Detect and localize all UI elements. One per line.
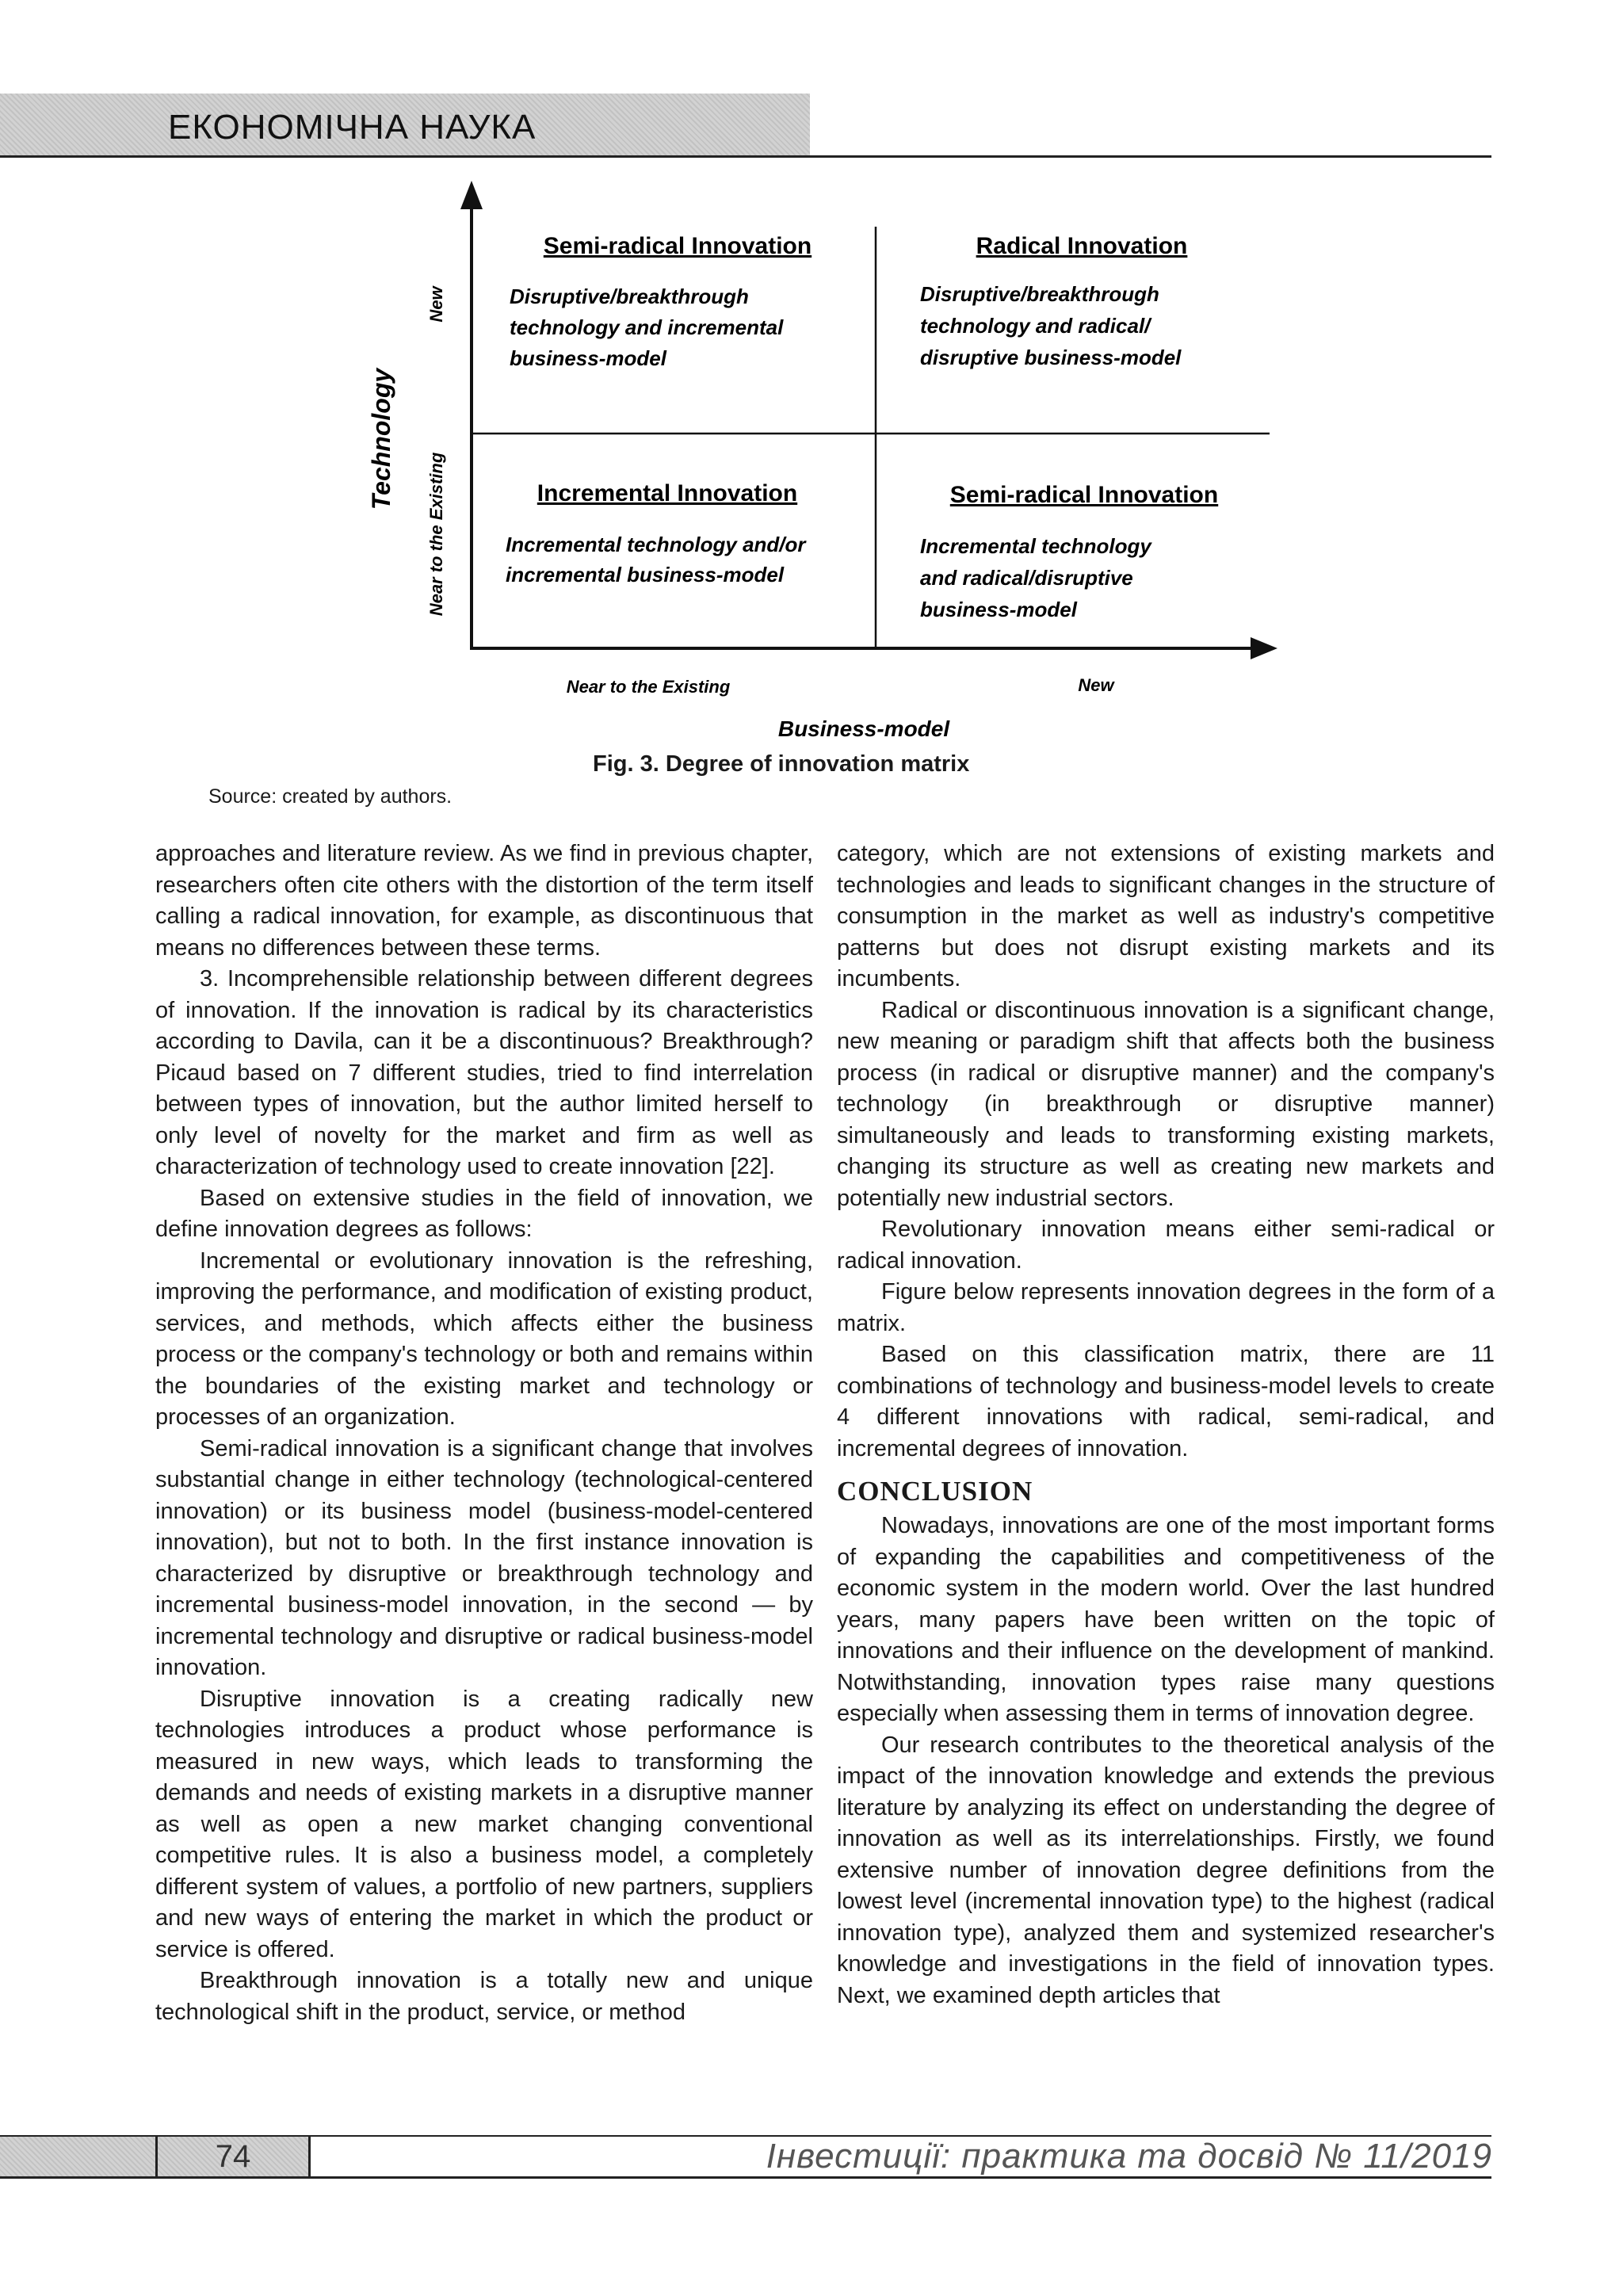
y-tick-existing: Near to the Existing [426,452,446,617]
x-tick-new: New [1078,675,1114,695]
quadrant-title-bottom-left: Incremental Innovation [537,480,798,506]
quadrant-text-top-right-3: disruptive business-model [920,346,1182,369]
paragraph: Based on this classification matrix, there are 11 combinations of technology and business-model levels to create 4 different innovations with radical, semi-radical, and incremental degrees of innovation. [837,1342,1495,1461]
quadrant-text-bottom-right-1: Incremental technology [920,534,1151,558]
section-heading-conclusion: CONCLUSION [837,1476,1033,1507]
quadrant-text-top-right-1: Disruptive/breakthrough [920,282,1159,306]
right-column [837,839,1495,2011]
innovation-matrix-figure [349,178,1284,748]
paragraph: 3. Incomprehensible relationship between different degrees of innovation. If the innovation is radical by its characteristics according to Davila, can it be a discontinuous? Breakthrough? Picaud based on 7 different studies, tried to find interrelation between types of innovation, but the author limited herself to only level of novelty for the market and firm as well as characterization of technology used to create innovation [22]. [155,966,813,1179]
page-number: 74 [215,2139,251,2174]
paragraph: Revolutionary innovation means either semi-radical or radical innovation. [837,1217,1495,1274]
x-axis-arrow [1251,637,1277,659]
quadrant-title-bottom-right: Semi-radical Innovation [949,482,1219,508]
figure-source: Source: created by authors. [208,785,453,808]
paragraph: Figure below represents innovation degrees in the form of a matrix. [837,1279,1495,1336]
paragraph: Nowadays, innovations are one of the most important forms of expanding the capabilities and competitiveness of the economic system in the modern world. Over the last hundred years, many papers have been written on the topic of innovations and their influence on the development of mankind. Notwithstanding, innovation types raise many questions especially when assessing them in terms of innovation degree. [837,1513,1495,1726]
paragraph: approaches and literature review. As we find in previous chapter, researchers often cite others with the distortion of the term itself calling a radical innovation, for example, as discontinuous that means no differences between these terms. [155,841,813,961]
quadrant-text-bottom-left-1: Incremental technology and/or [506,533,806,556]
footer-left-band [0,2137,155,2176]
quadrant-text-top-right-2: technology and radical/ [920,314,1151,338]
paragraph: Radical or discontinuous innovation is a significant change, new meaning or paradigm shift that affects both the business process (in radical or disruptive manner) and the company's technology (in breakthrough or disruptive manner) simultaneously and leads to transforming existing markets, changing its structure as well as creating new markets and potentially new industrial sectors. [837,997,1495,1211]
paragraph: Disruptive innovation is a creating radically new technologies introduces a product whose performance is measured in new ways, which leads to transforming the demands and needs of existing markets in a disruptive manner as well as open a new market changing conventional competitive rules. It is also a business model, a completely different system of values, a portfolio of new partners, suppliers and new ways of entering the market in which the product or service is offered. [155,1686,813,1962]
y-axis-label: Technology [367,368,395,510]
x-tick-existing: Near to the Existing [566,677,731,697]
section-title: ЕКОНОМІЧНА НАУКА [168,108,537,147]
journal-title: Інвестиції: практика та досвід № 11/2019 [766,2137,1492,2176]
footer-rule-bottom [0,2176,1491,2179]
left-column [155,839,813,2028]
quadrant-text-bottom-left-2: incremental business-model [506,563,785,586]
figure-caption: Fig. 3. Degree of innovation matrix [593,751,970,777]
paragraph: Our research contributes to the theoretical analysis of the impact of the innovation knowledge and extends the previous literature by analyzing its effect on understanding the degree of innovation as well as its interrelationships. Firstly, we found extensive number of innovation degree definitions from the lowest level (incremental innovation type) to the highest (radical innovation type), analyzed them and systemized researcher's knowledge and investigations in the field of innovation types. Next, we examined depth articles that [837,1732,1495,2008]
quadrant-text-top-left-3: business-model [510,346,666,370]
quadrant-text-top-left-2: technology and incremental [510,315,784,339]
paragraph: Incremental or evolutionary innovation is the refreshing, improving the performance, and modification of existing product, services, and methods, which affects either the business process or the company's technology or both and remains within the boundaries of the existing market and technology or processes of an organization. [155,1247,813,1430]
y-axis-arrow [460,181,483,209]
header-rule [0,155,1491,158]
quadrant-title-top-left: Semi-radical Innovation [543,233,812,259]
quadrant-title-top-right: Radical Innovation [976,233,1188,259]
paragraph: category, which are not extensions of existing markets and technologies and leads to significant changes in the structure of consumption in the market as well as industry's competitive patterns but does not disrupt existing markets and its incumbents. [837,841,1495,991]
quadrant-text-bottom-right-3: business-model [920,598,1077,621]
paragraph: Semi-radical innovation is a significant change that involves substantial change in either technology (technological-centered innovation) or its business model (business-model-centered innovation), but not to both. In the first instance innovation is characterized by disruptive or breakthrough technology and incremental business-model innovation, in the second — by incremental technology and disruptive or radical business-model innovation. [155,1435,813,1680]
x-axis-label: Business-model [777,716,950,741]
paragraph: Based on extensive studies in the field of innovation, we define innovation degrees as follows: [155,1185,813,1242]
y-tick-new: New [426,286,446,323]
quadrant-text-bottom-right-2: and radical/disruptive [920,566,1133,590]
quadrant-text-top-left-1: Disruptive/breakthrough [510,285,749,308]
paragraph: Breakthrough innovation is a totally new and unique technological shift in the product, service, or method [155,1968,813,2025]
